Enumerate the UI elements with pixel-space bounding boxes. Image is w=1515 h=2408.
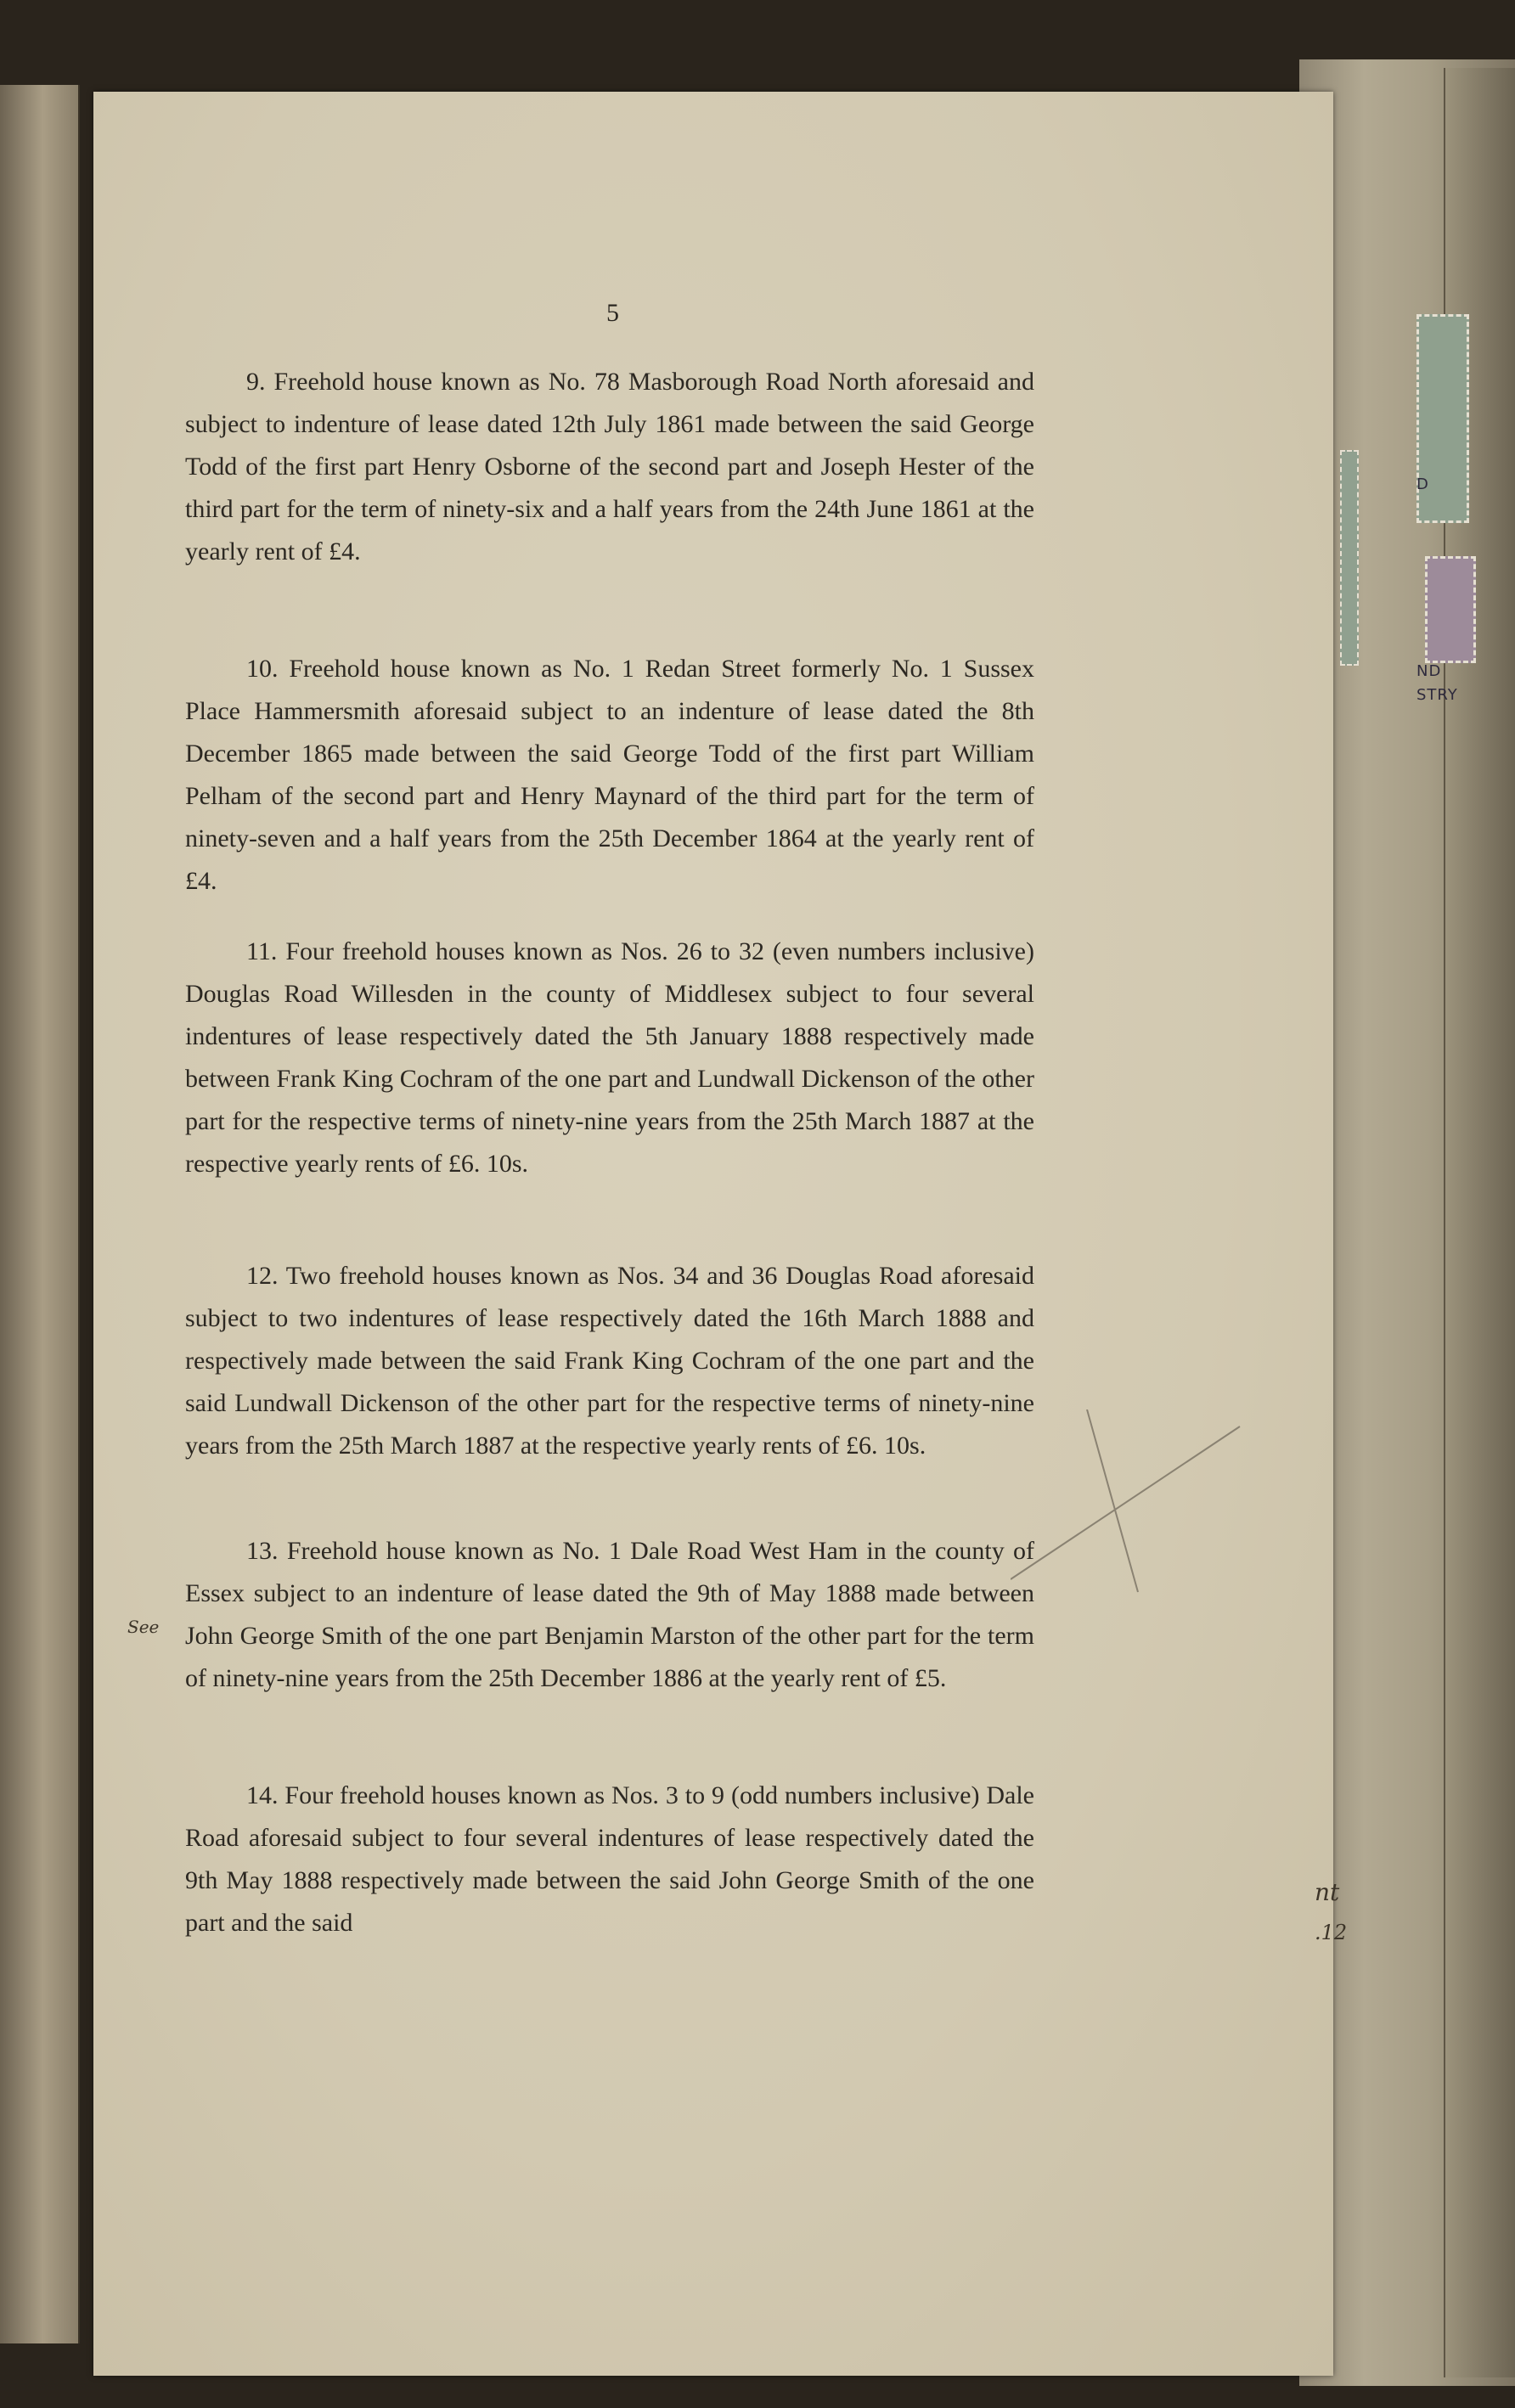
margin-annotation-right: .12 [1315, 1921, 1348, 1944]
stamp-fragment-text: STRY [1416, 686, 1458, 704]
page-number: 5 [606, 299, 619, 327]
revenue-stamp-mauve [1425, 556, 1476, 663]
revenue-stamp-green-partial [1340, 450, 1359, 666]
margin-annotation-right: nt [1315, 1878, 1340, 1906]
stamp-fragment-text: D [1416, 475, 1429, 493]
paragraph-14: 14. Four freehold houses known as Nos. 3 to 9 (odd numbers inclusive) Dale Road aforesaid subject to four several indentures of lease respectively dated the 9th May 1888 respectively made between the said John George Smith of the one part and the said [185, 1781, 1034, 1937]
pencil-cross-mark [1011, 1409, 1248, 1596]
paragraph-12: 12. Two freehold houses known as Nos. 34 and 36 Douglas Road aforesaid subject to two indentures of lease respectively dated the 16th March 1888 and respectively made between the said Frank King Cochram of the one part and the said Lundwall Dickenson of the other part for the respective terms of ninety-nine years from the 25th March 1887 at the respective yearly rents of £6. 10s. [185, 1262, 1034, 1460]
paragraph-13: 13. Freehold house known as No. 1 Dale Road West Ham in the county of Essex subject to an indenture of lease dated the 9th of May 1888 made between John George Smith of the one part Benjamin Marston of the other part for the term of ninety-nine years from the 25th December 1886 at the yearly rent of £5. [185, 1537, 1034, 1692]
left-page-edge [0, 85, 80, 2343]
paragraph-10: 10. Freehold house known as No. 1 Redan Street formerly No. 1 Sussex Place Hammersmith aforesaid subject to an indenture of lease dated the 8th December 1865 made between the said George Todd of the first part William Pelham of the second part and Henry Maynard of the third part for the term of ninety-seven and a half years from the 25th December 1864 at the yearly rent of £4. [185, 655, 1034, 895]
paragraph-9: 9. Freehold house known as No. 78 Masborough Road North aforesaid and subject to indenture of lease dated 12th July 1861 made between the said George Todd of the first part Henry Osborne of the second part and Joseph Hester of the third part for the term of ninety-six and a half years from the 24th June 1861 at the yearly rent of £4. [185, 368, 1034, 565]
stamp-fragment-text: ND [1416, 662, 1442, 680]
paragraph-11: 11. Four freehold houses known as Nos. 26 to 32 (even numbers inclusive) Douglas Road Willesden in the county of Middlesex subject to four several indentures of lease respectively dated the 5th January 1888 respectively made between Frank King Cochram of the one part and Lundwall Dickenson of the other part for the respective terms of ninety-nine years from the 25th March 1887 at the respective yearly rents of £6. 10s. [185, 937, 1034, 1178]
margin-annotation-left: See [127, 1617, 160, 1637]
